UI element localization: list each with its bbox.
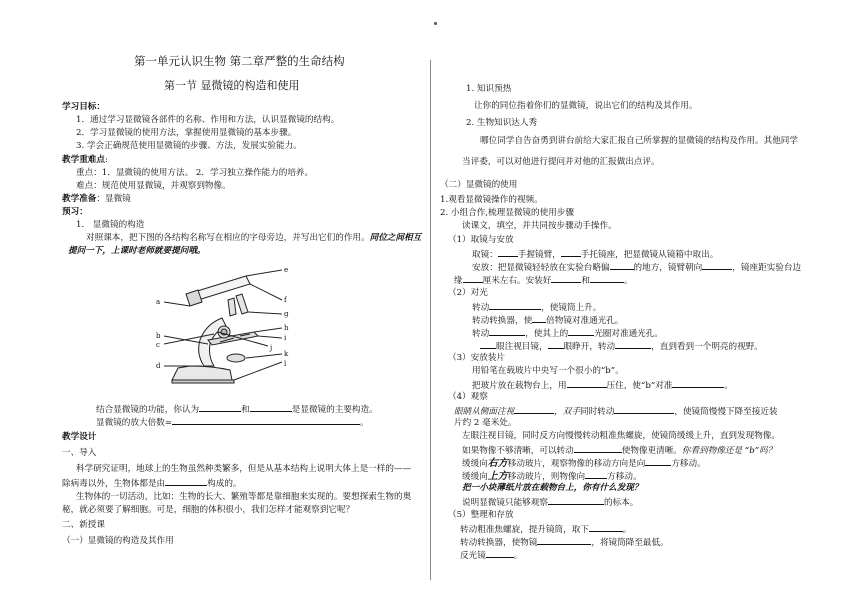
blank[interactable]	[537, 536, 591, 545]
section-1-heading: （一）显微镜的构造及其作用	[62, 536, 174, 546]
step2-heading: （2）对光	[448, 288, 488, 298]
step4-line3: 左眼注视目镜，同时反方向慢慢转动粗准焦螺旋，使镜筒缓缓上升，直到发现物像。	[462, 431, 780, 441]
t: 右方	[487, 458, 508, 469]
step1-heading: （1）取镜与安放	[448, 235, 514, 245]
t: 手托镜座，把显微镜从镜箱中取出。	[580, 250, 719, 260]
t: ，直到看到一个明亮的视野。	[651, 342, 763, 352]
warmup-heading: 1. 知识预热	[466, 84, 512, 94]
blank[interactable]	[589, 523, 623, 532]
step4-line1	[454, 405, 778, 418]
t: ，使其上的	[525, 329, 569, 339]
blank[interactable]	[489, 327, 525, 336]
label-h: h	[284, 324, 289, 332]
t: 光圈对准通光孔。	[594, 329, 663, 339]
t: 倍物镜对准通光孔。	[546, 316, 624, 326]
blank[interactable]	[514, 405, 554, 414]
step2-line1	[472, 301, 601, 314]
t: 缓缓向	[462, 472, 488, 482]
t: ，将镜筒降至最低。	[591, 538, 669, 548]
preview-instruction-cont: 提问一下，上课时老师就要提问哦。	[68, 246, 206, 256]
t: 方移动。	[671, 459, 706, 469]
prep-heading: 教学准备	[62, 194, 97, 204]
blank[interactable]	[486, 549, 514, 558]
blank[interactable]	[250, 403, 292, 412]
intro-line-1: 科学研究证明，地球上的生物虽然种类繁多，但是从基本结构上说明大体上是一样的——	[76, 464, 412, 474]
goal-2: 2．学习显微镜的使用方法，掌握使用显微镜的基本步骤。	[76, 128, 297, 138]
prep-text: ：显微镜	[96, 194, 131, 204]
blank[interactable]	[548, 340, 564, 349]
t: 和	[581, 276, 590, 286]
t: 反光镜	[460, 551, 486, 561]
goals-heading: 学习目标：	[62, 102, 105, 112]
blank[interactable]	[568, 327, 594, 336]
t: 缓缓向	[462, 459, 488, 469]
key-points-colon: :	[104, 155, 108, 165]
label-k: k	[284, 350, 289, 358]
combine-text-c: 是显微镜的主要构造。	[291, 405, 378, 415]
t: 压住，使“b”对准	[606, 381, 673, 391]
intro-line-2-end: 构成的。	[207, 479, 242, 489]
blank[interactable]	[672, 379, 724, 388]
t: 的标本。	[603, 498, 639, 508]
blank[interactable]	[489, 301, 541, 310]
key-point-1: 重点：1．显微镜的使用方法。 2．学习独立操作能力的培养。	[76, 168, 314, 178]
t: 上方	[487, 471, 508, 482]
preview-instruction-text: 对照课本，把下图的各结构名称写在相应的字母旁边，并写出它们的作用。	[86, 233, 370, 243]
section-title: 第一节 显微镜的构造和使用	[164, 79, 300, 92]
label-j: j	[270, 344, 273, 352]
t: 取镜：	[472, 250, 498, 260]
t: 说明显微镜只能够观察	[462, 498, 548, 508]
blank[interactable]	[165, 477, 207, 486]
t: 。	[724, 381, 734, 391]
blank[interactable]	[498, 248, 518, 257]
t: 眼睁开，转动	[563, 342, 616, 352]
prep-line	[62, 194, 131, 205]
margin-dot	[434, 22, 437, 25]
t: 把玻片放在载物台上，用	[472, 381, 567, 391]
step2-line3	[472, 327, 663, 340]
preview-item-1: 1． 显微镜的构造	[76, 220, 145, 230]
step1-take	[472, 248, 718, 261]
t: 移动玻片，则物像向	[507, 472, 586, 482]
step4-line4	[462, 444, 776, 457]
t: 方移动。	[607, 472, 642, 482]
preview-instruction	[86, 233, 421, 244]
design-heading: 教学设计	[62, 432, 97, 442]
label-b: b	[156, 332, 161, 340]
combine-text-b: 和	[241, 405, 250, 415]
main-structure-question	[96, 403, 378, 416]
t: ，使镜筒上升。	[541, 303, 602, 313]
label-c: c	[156, 341, 160, 349]
t: 转动粗准焦螺旋，提升镜筒，取下	[460, 525, 589, 535]
step4-line6	[462, 470, 642, 483]
key-points-label: 教学重难点	[62, 155, 105, 165]
key-point-2: 难点：规范使用显微镜，并观察到物像。	[76, 181, 231, 191]
preview-instruction-emphasis: 同位之间相互	[369, 233, 422, 243]
t: 。	[513, 551, 523, 561]
step4-line5	[462, 457, 706, 470]
step1-place	[472, 261, 801, 274]
t: 转动	[472, 329, 490, 339]
usage-step-group: 2. 小组合作,梳理显微镜的使用步骤	[440, 208, 574, 218]
warmup-text: 让你的同位指着你们的显微镜，说出它们的结构及其作用。	[474, 101, 698, 111]
t: 。	[622, 525, 632, 535]
blank[interactable]	[614, 405, 674, 414]
step3-line1: 用铅笔在载玻片中央写一个很小的“b”。	[472, 366, 624, 376]
t: 使物像更清晰。	[621, 446, 682, 456]
step5-line1	[460, 523, 632, 536]
intro-line-2-text: 除病毒以外，生物体都是由	[62, 479, 166, 489]
goal-1: 1．通过学习显微镜各部件的名称、作用和方法，认识显微镜的结构。	[76, 115, 340, 125]
step5-line3	[460, 549, 522, 562]
usage-instruction: 读课文，填空，并共同按步骤动手操作。	[462, 221, 617, 231]
step5-line2	[460, 536, 669, 549]
step2-line4	[480, 340, 763, 353]
step5-heading: （5）整理和存放	[448, 510, 514, 520]
t: 同时转动	[579, 407, 615, 417]
step1-place-cont	[454, 274, 633, 287]
blank[interactable]	[548, 496, 604, 505]
step3-heading: （3）安放装片	[448, 353, 506, 363]
t: 厘米左右。安装好	[482, 276, 552, 286]
step4-paper-question: 把一小块薄纸片放在载物台上，你有什么发现？	[462, 483, 643, 493]
blank[interactable]	[574, 444, 622, 453]
blank[interactable]	[567, 379, 607, 388]
combine-text-a: 结合显微镜的功能，你认为	[96, 405, 200, 415]
label-a: a	[156, 298, 161, 306]
label-d: d	[156, 362, 161, 370]
t: ，使镜筒慢慢下降至接近装	[674, 407, 778, 417]
intro-line-4: 秘，就必须要了解细胞。可是，细胞的体积很小，我们怎样才能观察到它呢？	[62, 505, 355, 515]
intro-line-3: 生物体的一切活动，比如：生物的长大、繁殖等都是靠细胞来实现的。要想探索生物的奥	[76, 492, 412, 502]
blank[interactable]	[561, 248, 581, 257]
blank[interactable]	[532, 314, 546, 323]
blank[interactable]	[551, 274, 581, 283]
t: 眼注视目镜，	[496, 342, 548, 352]
t: 如果物像不够清晰，可以转动	[462, 446, 574, 456]
t: ，镜座距实验台边	[732, 263, 802, 273]
unit-title: 第一单元认识生物 第二章严整的生命结构	[134, 54, 345, 68]
t: 的地方，镜臂朝向	[633, 263, 703, 273]
t: 转动转换器，使	[472, 316, 533, 326]
blank[interactable]	[585, 470, 607, 479]
microscope-diagram	[150, 262, 290, 390]
t: 。	[623, 276, 633, 286]
magnification-question	[96, 416, 369, 429]
step3-line2	[472, 379, 733, 392]
label-g: g	[284, 310, 289, 318]
label-i: i	[284, 334, 287, 342]
t: 眼睛从侧面注视	[454, 407, 515, 417]
preview-heading: 预习：	[62, 207, 88, 217]
blank[interactable]	[610, 261, 634, 270]
t: 手握镜臂，	[517, 250, 561, 260]
t: 转动	[472, 303, 490, 313]
talent-text-2: 当评委，可以对他进行提问并对他的汇报做出点评。	[462, 157, 660, 167]
usage-heading: （二）显微镜的使用	[440, 180, 518, 190]
intro-heading: 一、导入	[62, 448, 97, 458]
magnification-text: 显微镜的放大倍数=	[96, 418, 172, 428]
talent-heading: 2. 生物知识达人秀	[466, 118, 538, 128]
blank[interactable]	[199, 403, 241, 412]
t: 安放：把显微镜轻轻放在实验台略偏	[472, 263, 610, 273]
blank[interactable]	[172, 416, 360, 425]
blank[interactable]	[645, 457, 671, 466]
talent-text-1: 哪位同学自告奋勇到讲台前给大家汇报自己所掌握的显微镜的结构及作用。其他同学	[480, 136, 798, 146]
usage-step-video: 1.观看显微镜操作的视频。	[440, 195, 543, 205]
column-divider	[430, 60, 431, 580]
new-lesson-heading: 二、新授课	[62, 520, 105, 530]
step4-heading: （4）观察	[448, 392, 488, 402]
label-f: f	[284, 296, 287, 304]
blank[interactable]	[463, 274, 483, 283]
t: 缘	[454, 276, 463, 286]
t: 移动玻片，观察物像的移动方向是向	[507, 459, 646, 469]
intro-line-2	[62, 477, 242, 490]
blank[interactable]	[615, 340, 651, 349]
label-e: e	[284, 266, 289, 274]
t: 转动转换器，使物镜	[460, 538, 538, 548]
t: 你看到物像还是 “b”吗？	[681, 446, 777, 456]
step4-conclusion	[462, 496, 638, 509]
step4-line2: 片约 2 毫米处。	[454, 418, 517, 428]
blank[interactable]	[702, 261, 732, 270]
t: ，双手	[554, 407, 580, 417]
key-points-heading	[62, 155, 108, 166]
goal-3: 3. 学会正确规范使用显微镜的步骤、方法，发展实验能力。	[76, 141, 302, 151]
label-l: l	[284, 360, 287, 368]
blank[interactable]	[480, 340, 496, 349]
blank[interactable]	[590, 274, 624, 283]
step2-line2	[472, 314, 624, 327]
magnification-end: 。	[359, 418, 369, 428]
